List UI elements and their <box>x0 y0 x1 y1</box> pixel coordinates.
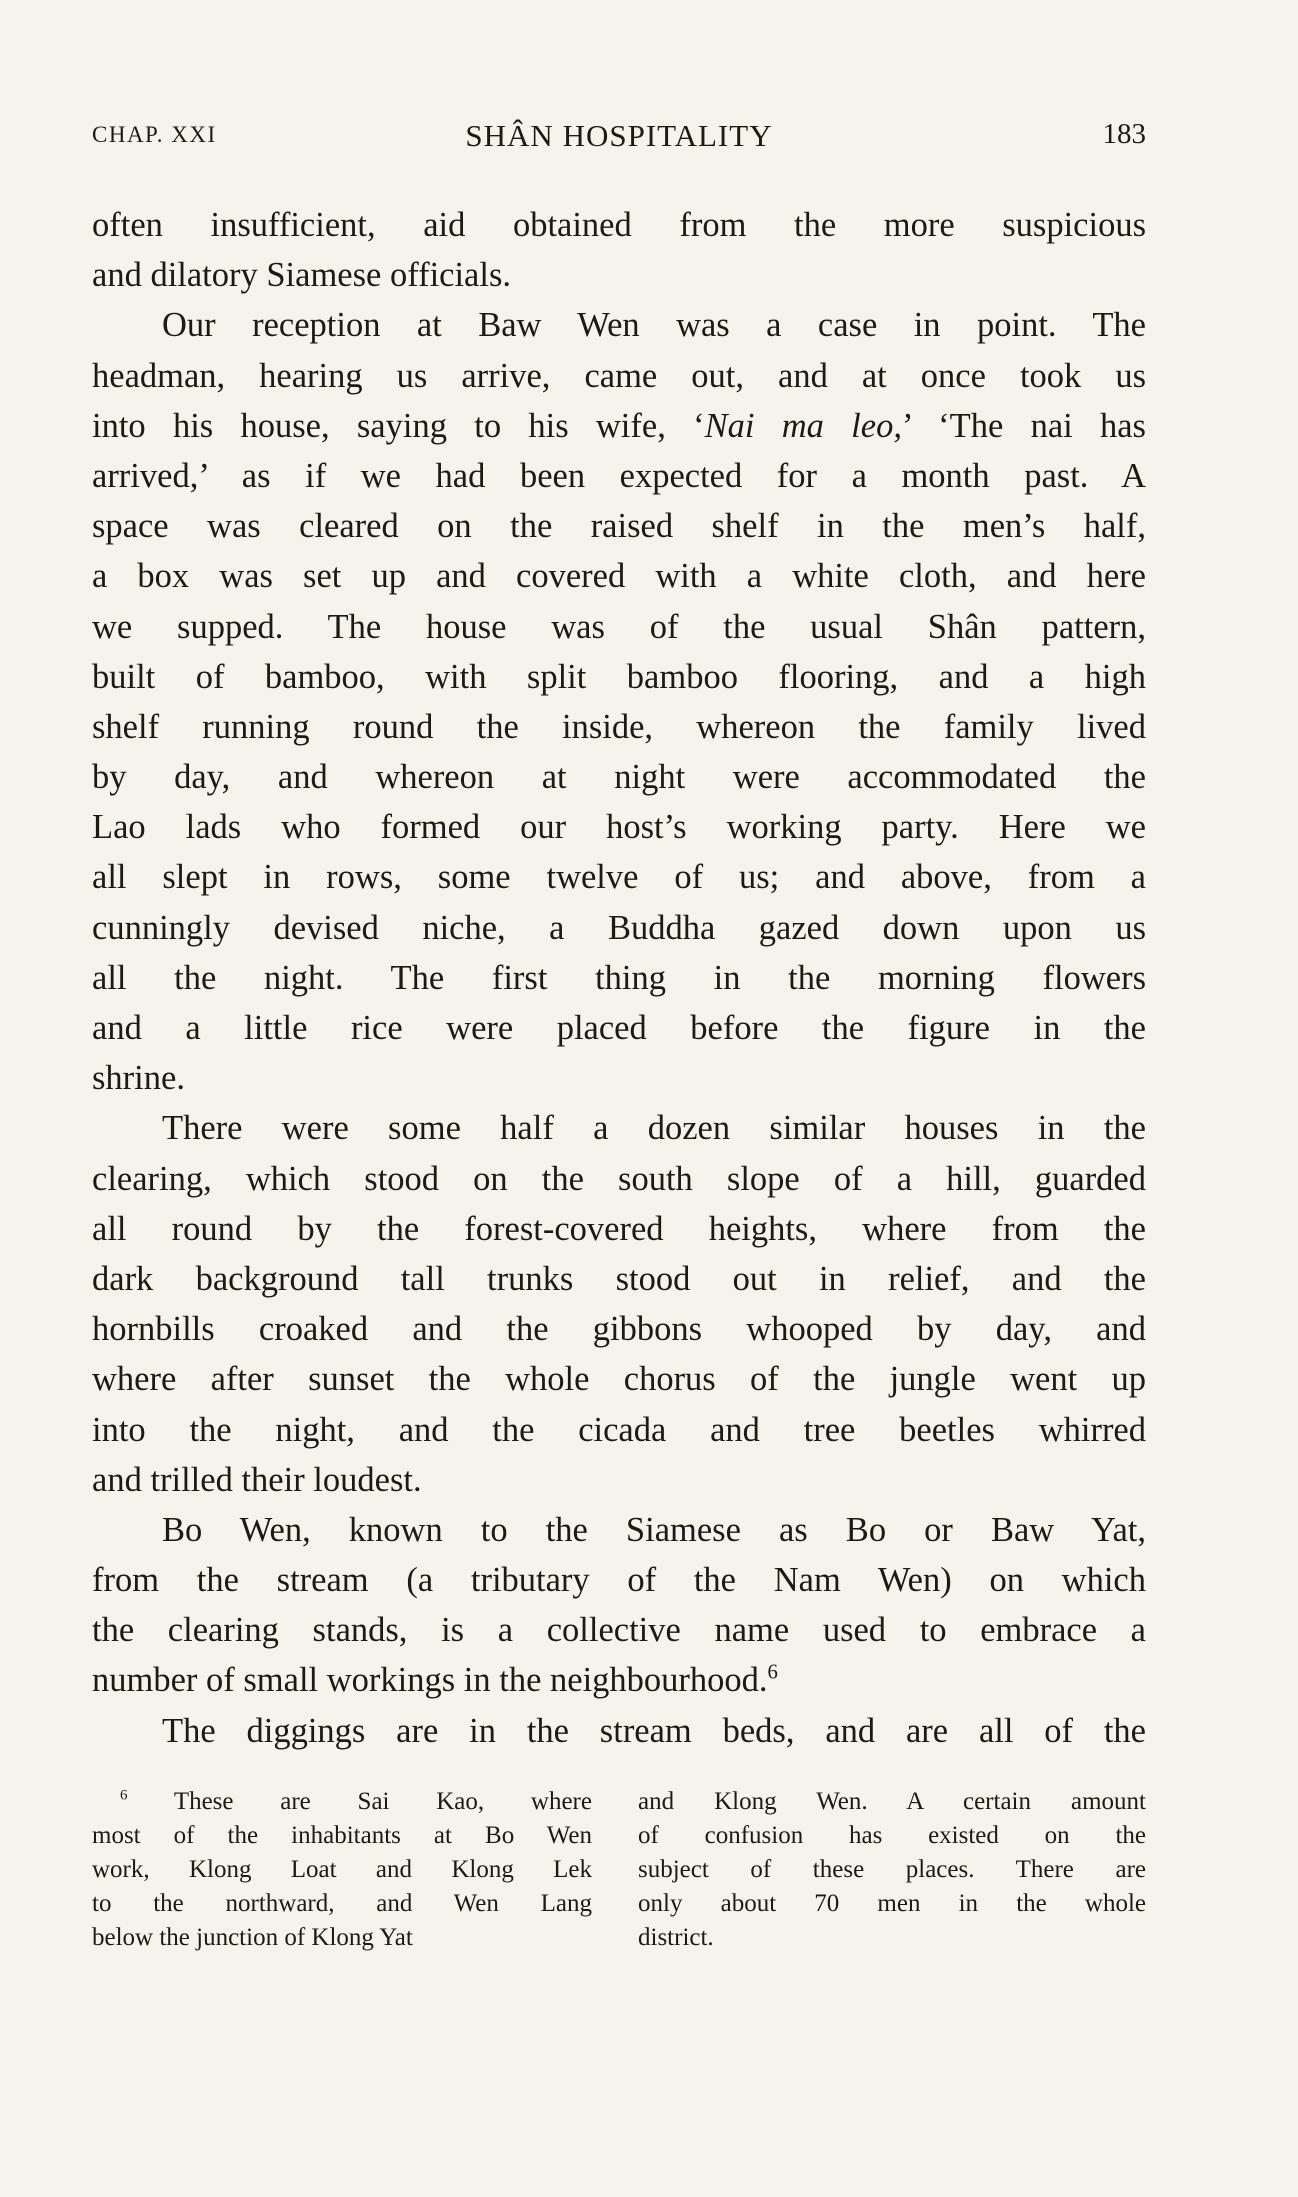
footnote-text: These are Sai Kao, where <box>173 1788 592 1815</box>
text-line-content: Lao lads who formed our host’s working party. Here we <box>92 808 1146 847</box>
footnote-line <box>638 1785 1146 1819</box>
footnote-line <box>638 1887 1146 1921</box>
footnote-reference: 6 <box>767 1661 778 1684</box>
text-line-content: shelf running round the inside, whereon the family lived <box>92 707 1146 746</box>
text-line <box>92 1053 1146 1103</box>
text-line <box>92 200 1146 250</box>
text-line-content: built of bamboo, with split bamboo flooring, and a high <box>92 657 1146 696</box>
footnote-left-column <box>92 1785 592 1955</box>
footnote-text: subject of these places. There are <box>638 1856 1146 1883</box>
text-line <box>92 702 1146 752</box>
running-head <box>92 118 1146 158</box>
text-line-content: all round by the forest-covered heights, where from the <box>92 1209 1146 1248</box>
text-line-content: and a little rice were placed before the figure in the <box>92 1009 1146 1047</box>
footnote-text: to the northward, and Wen Lang <box>92 1890 592 1917</box>
footnote-text: below the junction of Klong Yat <box>92 1924 413 1951</box>
footnote-text: only about 70 men in the whole <box>638 1890 1146 1917</box>
footnote-line <box>638 1819 1146 1853</box>
text-line-content: and dilatory Siamese officials. <box>92 256 512 295</box>
footnote-right-column <box>638 1785 1146 1955</box>
text-line-content: all the night. The first thing in the morning flowers <box>92 958 1146 997</box>
text-line <box>92 602 1146 652</box>
text-line <box>92 852 1146 902</box>
text-line <box>92 802 1146 852</box>
text-line-content: arrived,’ as if we had been expected for a month past. A <box>92 456 1146 495</box>
footnote-text: work, Klong Loat and Klong Lek <box>92 1856 592 1883</box>
text-line-content: headman, hearing us arrive, came out, and at once took us <box>92 356 1146 395</box>
text-line-content: where after sunset the whole chorus of the jungle went up <box>92 1360 1146 1399</box>
body-text <box>92 200 1146 1756</box>
text-line-content: often insufficient, aid obtained from the more suspicious <box>92 206 1146 244</box>
footnote-text: and Klong Wen. A certain amount <box>638 1788 1146 1815</box>
text-line-content: Our reception at Baw Wen was a case in point. The <box>162 306 1146 345</box>
text-line <box>92 752 1146 802</box>
footnote-text: most of the inhabitants at Bo Wen <box>92 1822 592 1849</box>
text-line <box>92 501 1146 551</box>
footnote-line <box>92 1853 592 1887</box>
chapter-label: CHAP. XXI <box>92 122 217 147</box>
page-title: SHÂN HOSPITALITY <box>465 118 773 153</box>
text-line <box>92 1254 1146 1304</box>
text-line <box>92 652 1146 702</box>
footnote-line <box>92 1887 592 1921</box>
text-line <box>92 351 1146 401</box>
footnote-text: district. <box>638 1924 714 1951</box>
page-number: 183 <box>1102 118 1146 150</box>
text-line-content: dark background tall trunks stood out in relief, and the <box>92 1259 1146 1298</box>
text-line-content: we supped. The house was of the usual Shân pattern, <box>92 607 1146 646</box>
text-line <box>92 551 1146 601</box>
text-line <box>92 1204 1146 1254</box>
text-line <box>92 1304 1146 1354</box>
text-line-content: and trilled their loudest. <box>92 1460 422 1499</box>
text-line <box>92 401 1146 451</box>
text-line <box>92 1003 1146 1053</box>
text-line <box>92 451 1146 501</box>
footnote-line <box>638 1853 1146 1887</box>
footnote-text: of confusion has existed on the <box>638 1822 1146 1849</box>
text-line <box>92 953 1146 1003</box>
text-line <box>92 1405 1146 1455</box>
text-line-content: The diggings are in the stream beds, and are all of the <box>162 1711 1146 1750</box>
text-line <box>92 1505 1146 1555</box>
text-line-content: hornbills croaked and the gibbons whooped by day, and <box>92 1310 1146 1349</box>
text-line-content: Bo Wen, known to the Siamese as Bo or Baw Yat, <box>162 1510 1146 1549</box>
footnote-marker: 6 <box>120 1787 128 1804</box>
italic-phrase: Nai ma leo, <box>704 406 902 445</box>
text-line <box>92 1455 1146 1505</box>
text-line <box>92 1354 1146 1404</box>
text-line-content: a box was set up and covered with a white cloth, and here <box>92 557 1146 596</box>
text-line-content: by day, and whereon at night were accommodated the <box>92 758 1146 797</box>
text-line <box>92 1154 1146 1204</box>
text-line <box>92 300 1146 350</box>
text-line <box>92 1655 1146 1705</box>
text-line-content: cunningly devised niche, a Buddha gazed down upon us <box>92 908 1146 947</box>
text-line-content: space was cleared on the raised shelf in the men’s half, <box>92 507 1146 546</box>
text-line <box>92 1555 1146 1605</box>
footnote-line <box>92 1819 592 1853</box>
footnote-line <box>92 1785 592 1819</box>
text-line <box>92 903 1146 953</box>
text-segment: ’ ‘The nai has <box>901 406 1146 445</box>
text-line-content: into the night, and the cicada and tree beetles whirred <box>92 1410 1146 1449</box>
text-line-content: from the stream (a tributary of the Nam Wen) on which <box>92 1561 1146 1600</box>
text-line-content: clearing, which stood on the south slope of a hill, guarded <box>92 1159 1146 1198</box>
footnote-line <box>638 1921 1146 1955</box>
text-line <box>92 1706 1146 1756</box>
text-line <box>92 250 1146 300</box>
text-line-content: all slept in rows, some twelve of us; and above, from a <box>92 858 1146 897</box>
text-line <box>92 1605 1146 1655</box>
text-line-content: There were some half a dozen similar houses in the <box>162 1109 1146 1148</box>
text-line-content: the clearing stands, is a collective name used to embrace a <box>92 1611 1146 1650</box>
text-segment: number of small workings in the neighbourhood. <box>92 1661 768 1700</box>
text-line <box>92 1103 1146 1153</box>
footnote-line <box>92 1921 592 1955</box>
text-segment: into his house, saying to his wife, ‘ <box>92 406 705 445</box>
text-line-content: shrine. <box>92 1059 185 1098</box>
